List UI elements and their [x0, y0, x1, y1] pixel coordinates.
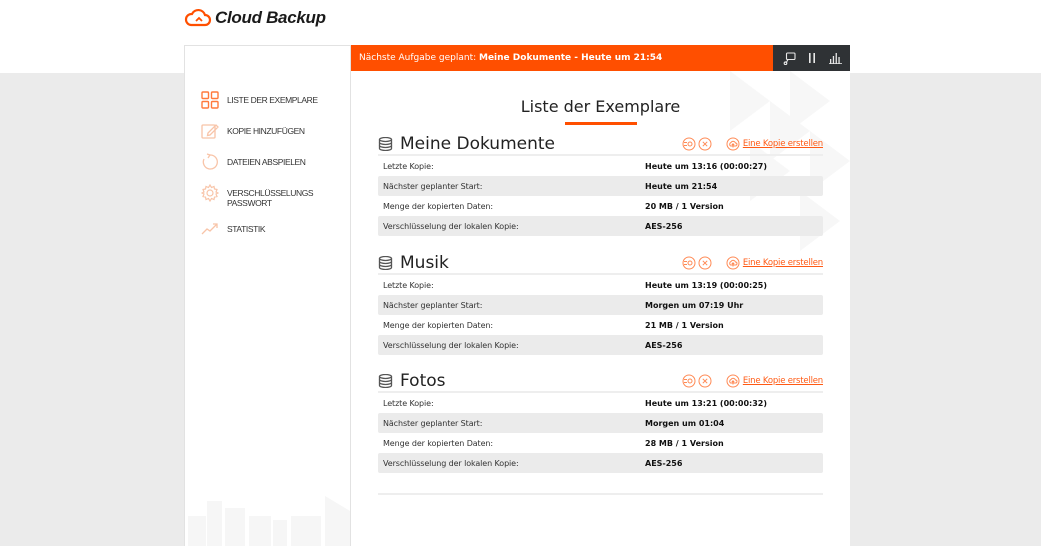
next-task-message: [351, 45, 773, 71]
detail-value: Heute um 21:54: [645, 181, 718, 191]
detail-row: [378, 315, 823, 335]
stats-icon[interactable]: [828, 51, 842, 65]
detail-row: [378, 295, 823, 315]
sidebar-item-restore[interactable]: [200, 152, 322, 183]
detail-label: Menge der kopierten Daten:: [383, 438, 493, 448]
detail-row: [378, 393, 823, 413]
edit-icon: [200, 121, 220, 141]
detail-label: Menge der kopierten Daten:: [383, 320, 493, 330]
database-icon: [378, 374, 393, 388]
backup-section-fotos: [378, 371, 823, 473]
sidebar-item-label: VERSCHLÜSSELUNGS PASSWORT: [227, 188, 314, 208]
skyline-decoration: [185, 496, 351, 546]
title-underline: [565, 122, 637, 125]
detail-row: [378, 275, 823, 295]
detail-value: 28 MB / 1 Version: [645, 438, 724, 448]
detail-row: [378, 413, 823, 433]
settings-toggle-icon[interactable]: [682, 374, 696, 388]
list-bottom-divider: [378, 493, 823, 495]
detail-row: [378, 433, 823, 453]
detail-label: Verschlüsselung der lokalen Kopie:: [383, 458, 519, 468]
detail-value: 21 MB / 1 Version: [645, 320, 724, 330]
logo-text: Cloud Backup: [215, 8, 326, 27]
section-name: Fotos: [400, 371, 446, 391]
restore-icon: [200, 152, 220, 172]
detail-value: Heute um 13:19 (00:00:25): [645, 280, 768, 290]
detail-value: Morgen um 07:19 Uhr: [645, 300, 744, 310]
detail-label: Nächster geplanter Start:: [383, 300, 483, 310]
detail-label: Verschlüsselung der lokalen Kopie:: [383, 340, 519, 350]
section-actions: [680, 374, 823, 388]
gear-icon: [200, 183, 220, 203]
detail-value: AES-256: [645, 221, 683, 231]
delete-icon[interactable]: [698, 374, 712, 388]
app-logo[interactable]: [184, 7, 326, 29]
sidebar-item-statistics[interactable]: [200, 219, 322, 250]
backup-section-meine-dokumente: [378, 134, 823, 236]
detail-value: AES-256: [645, 458, 683, 468]
sidebar: [184, 45, 351, 546]
section-details: [378, 275, 823, 355]
section-header: [378, 134, 823, 156]
section-actions: [680, 256, 823, 270]
pause-icon[interactable]: [805, 51, 819, 65]
sidebar-item-encryption-password[interactable]: [200, 183, 322, 219]
detail-value: AES-256: [645, 340, 683, 350]
detail-row: [378, 196, 823, 216]
sidebar-item-label: STATISTIK: [227, 224, 266, 234]
sidebar-nav: [200, 90, 322, 250]
sidebar-item-label: LISTE DER EXEMPLARE: [227, 95, 318, 105]
section-title: [378, 371, 446, 391]
detail-label: Menge der kopierten Daten:: [383, 201, 493, 211]
sidebar-item-list[interactable]: [200, 90, 322, 121]
monitor-icon[interactable]: [782, 51, 796, 65]
next-task-prefix: Nächste Aufgabe geplant:: [359, 53, 479, 63]
cloud-logo-icon: [184, 8, 212, 28]
main-panel: [351, 45, 850, 546]
sidebar-item-label: DATEIEN ABSPIELEN: [227, 157, 306, 167]
section-name: Musik: [400, 253, 449, 273]
section-actions: [680, 137, 823, 151]
detail-row: [378, 156, 823, 176]
detail-row: [378, 453, 823, 473]
detail-label: Nächster geplanter Start:: [383, 418, 483, 428]
detail-row: [378, 216, 823, 236]
database-icon: [378, 256, 393, 270]
next-task-name: Meine Dokumente - Heute um 21:54: [479, 53, 663, 63]
section-details: [378, 393, 823, 473]
section-details: [378, 156, 823, 236]
section-title: [378, 253, 449, 273]
sidebar-item-add-copy[interactable]: [200, 121, 322, 152]
section-title: [378, 134, 555, 154]
detail-value: Heute um 13:21 (00:00:32): [645, 398, 768, 408]
make-copy-link[interactable]: Eine Kopie erstellen: [742, 139, 823, 149]
page-title: Liste der Exemplare: [520, 97, 681, 116]
database-icon: [378, 137, 393, 151]
cloud-upload-icon[interactable]: [726, 374, 740, 388]
make-copy-link[interactable]: Eine Kopie erstellen: [742, 258, 823, 268]
detail-label: Nächster geplanter Start:: [383, 181, 483, 191]
make-copy-link[interactable]: Eine Kopie erstellen: [742, 376, 823, 386]
detail-label: Verschlüsselung der lokalen Kopie:: [383, 221, 519, 231]
detail-value: Heute um 13:16 (00:00:27): [645, 161, 768, 171]
section-header: [378, 371, 823, 393]
backup-section-musik: [378, 253, 823, 355]
status-toolbar: [773, 45, 850, 71]
detail-row: [378, 176, 823, 196]
delete-icon[interactable]: [698, 137, 712, 151]
settings-toggle-icon[interactable]: [682, 137, 696, 151]
status-bar: [351, 45, 850, 71]
sidebar-item-label: KOPIE HINZUFÜGEN: [227, 126, 305, 136]
section-header: [378, 253, 823, 275]
delete-icon[interactable]: [698, 256, 712, 270]
detail-label: Letzte Kopie:: [383, 398, 434, 408]
detail-value: 20 MB / 1 Version: [645, 201, 724, 211]
grid-icon: [200, 90, 220, 110]
cloud-upload-icon[interactable]: [726, 256, 740, 270]
detail-label: Letzte Kopie:: [383, 280, 434, 290]
detail-row: [378, 335, 823, 355]
cloud-upload-icon[interactable]: [726, 137, 740, 151]
settings-toggle-icon[interactable]: [682, 256, 696, 270]
section-name: Meine Dokumente: [400, 134, 555, 154]
detail-value: Morgen um 01:04: [645, 418, 725, 428]
detail-label: Letzte Kopie:: [383, 161, 434, 171]
chart-line-icon: [200, 219, 220, 239]
